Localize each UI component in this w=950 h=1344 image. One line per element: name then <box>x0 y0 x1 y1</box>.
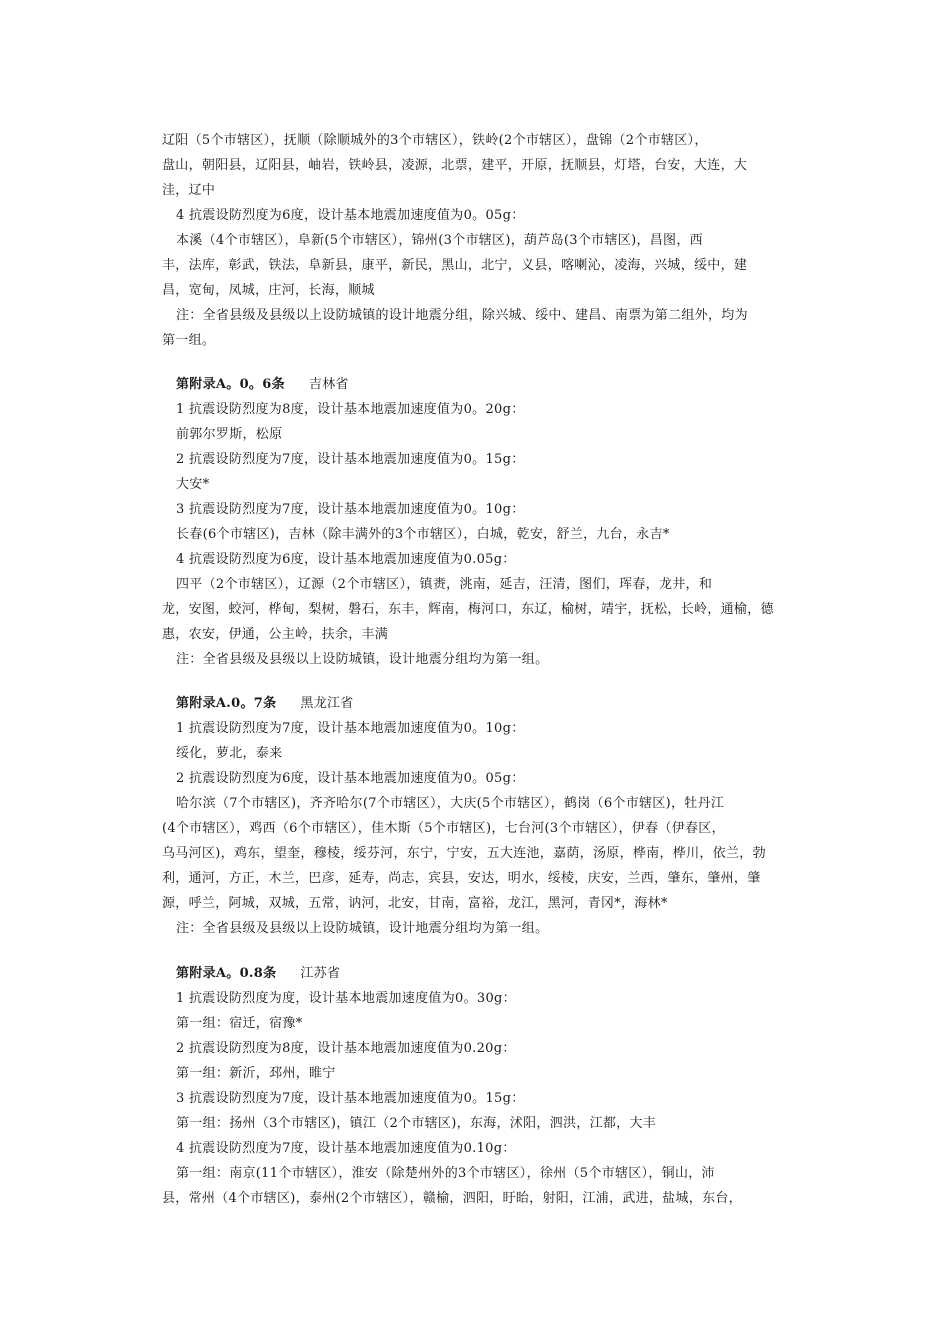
text-line: 四平（2个市辖区），辽源（2个市辖区），镇赉，洮南，延吉，汪清，图们，珲春，龙井，和 <box>176 577 713 592</box>
text-line: 绥化，萝北，泰来 <box>176 746 283 761</box>
text-line: 大安* <box>176 477 210 492</box>
text-line: 1 抗震设防烈度为度，设计基本地震加速度值为0。30g： <box>176 991 516 1006</box>
text-line: 4 抗震设防烈度为6度，设计基本地震加速度值为0。05g： <box>176 208 525 223</box>
text-line: 4 抗震设防烈度为6度，设计基本地震加速度值为0.05g： <box>176 552 516 567</box>
section-heading <box>176 961 804 986</box>
text-line: 4 抗震设防烈度为7度，设计基本地震加速度值为0.10g： <box>176 1141 516 1156</box>
text-line: 第一组：宿迁，宿豫* <box>176 1016 303 1031</box>
text-line: 1 抗震设防烈度为8度，设计基本地震加速度值为0。20g： <box>176 402 525 417</box>
text-line: 第一组：扬州（3个市辖区)，镇江（2个市辖区)，东海，沭阳，泗洪，江都，大丰 <box>176 1116 657 1131</box>
note-line: 注：全省县级及县级以上设防城镇，设计地震分组均为第一组。 <box>176 921 549 936</box>
text-line: 昌，宽甸，凤城，庄河，长海，顺城 <box>162 283 375 298</box>
text-line: (4个市辖区），鸡西（6个市辖区），佳木斯（5个市辖区)，七台河(3个市辖区），伊春（伊春区， <box>162 821 725 836</box>
text-line: 哈尔滨（7个市辖区)，齐齐哈尔(7个市辖区），大庆(5个市辖区），鹤岗（6个市辖区)，牡丹江 <box>176 796 725 811</box>
section-number: 第附录A。0。6条 <box>176 377 285 392</box>
text-line: 乌马河区)，鸡东，望奎，穆棱，绥芬河，东宁，宁安，五大连池，嘉荫，汤原，桦南，桦川，依兰，勃 <box>162 846 766 861</box>
text-line: 盘山，朝阳县，辽阳县，岫岩，铁岭县，凌源，北票，建平，开原，抚顺县，灯塔，台安，大连，大 <box>162 158 748 173</box>
text-line: 长春(6个市辖区)，吉林（除丰满外的3个市辖区），白城，乾安，舒兰，九台，永吉* <box>176 527 670 542</box>
note-line: 第一组。 <box>162 333 216 348</box>
text-line: 洼，辽中 <box>162 183 216 198</box>
text-line: 辽阳（5个市辖区），抚顺（除顺城外的3个市辖区），铁岭(2个市辖区），盘锦（2个市辖区）， <box>162 133 708 148</box>
text-line: 2 抗震设防烈度为7度，设计基本地震加速度值为0。15g： <box>176 452 525 467</box>
section-title: 江苏省 <box>300 966 341 981</box>
text-line: 丰，法库，彰武，铁法，阜新县，康平，新民，黑山，北宁，义县，喀喇沁，凌海，兴城，绥中，建 <box>162 258 748 273</box>
text-line: 本溪（4个市辖区），阜新(5个市辖区），锦州(3个市辖区)，葫芦岛(3个市辖区)，昌图，西 <box>176 233 703 248</box>
text-line: 利，通河，方正，木兰，巴彦，延寿，尚志，宾县，安达，明水，绥棱，庆安，兰西，肇东，肇州，肇 <box>162 871 761 886</box>
section-heading <box>176 691 804 716</box>
text-line: 2 抗震设防烈度为6度，设计基本地震加速度值为0。05g： <box>176 771 525 786</box>
note-line: 注：全省县级及县级以上设防城镇的设计地震分组，除兴城、绥中、建昌、南票为第二组外，均为 <box>176 308 748 323</box>
section-title: 吉林省 <box>308 377 349 392</box>
section-number: 第附录A.0。7条 <box>176 696 277 711</box>
text-line: 3 抗震设防烈度为7度，设计基本地震加速度值为0。15g： <box>176 1091 525 1106</box>
text-line: 1 抗震设防烈度为7度，设计基本地震加速度值为0。10g： <box>176 721 525 736</box>
text-line: 前郭尔罗斯，松原 <box>176 427 283 442</box>
text-line: 惠，农安，伊通，公主岭，扶余，丰满 <box>162 627 389 642</box>
text-line: 县，常州（4个市辖区)，泰州(2个市辖区），赣榆，泗阳，盱眙，射阳，江浦，武进，盐城，东台， <box>162 1191 742 1206</box>
text-line: 龙，安图，蛟河，桦甸，梨树，磐石，东丰，辉南，梅河口，东辽，榆树，靖宇，抚松，长岭，通榆，德 <box>162 602 774 617</box>
text-line: 第一组：新沂，邳州，睢宁 <box>176 1066 336 1081</box>
text-line: 2 抗震设防烈度为8度，设计基本地震加速度值为0.20g： <box>176 1041 516 1056</box>
text-line: 3 抗震设防烈度为7度，设计基本地震加速度值为0。10g： <box>176 502 525 517</box>
section-heading <box>176 372 804 397</box>
section-title: 黑龙江省 <box>300 696 354 711</box>
text-line: 第一组：南京(11个市辖区），淮安（除楚州外的3个市辖区），徐州（5个市辖区），铜山，沛 <box>176 1166 715 1181</box>
text-line: 源，呼兰，阿城，双城，五常，讷河，北安，甘南，富裕，龙江，黑河，青冈*，海林* <box>162 896 668 911</box>
section-number: 第附录A。0.8条 <box>176 966 277 981</box>
note-line: 注：全省县级及县级以上设防城镇，设计地震分组均为第一组。 <box>176 652 549 667</box>
